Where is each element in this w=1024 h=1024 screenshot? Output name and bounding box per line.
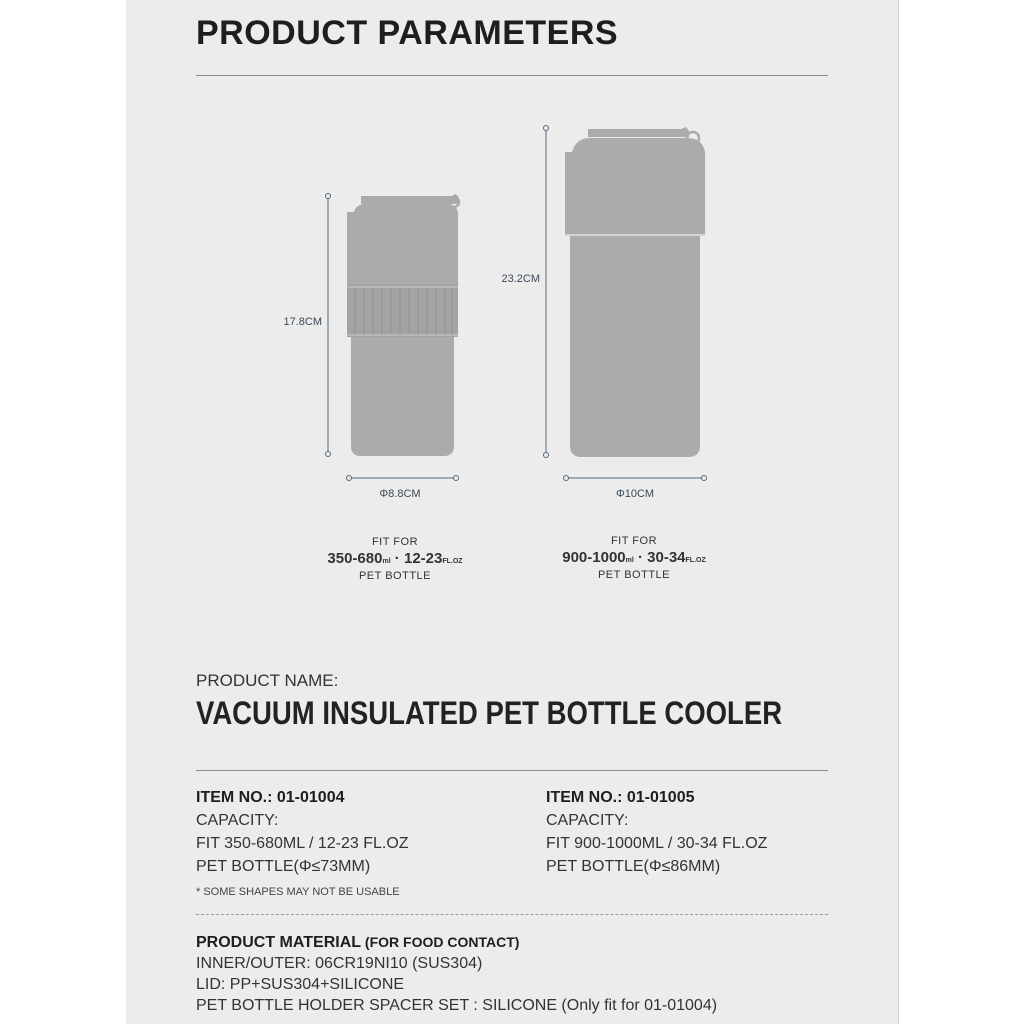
item-number: ITEM NO.: 01-01004 — [196, 789, 345, 806]
capacity-pet: PET BOTTLE(Φ≤86MM) — [546, 858, 721, 875]
material-line: INNER/OUTER: 06CR19NI10 (SUS304) — [196, 955, 483, 972]
fit-for-label: FIT FOR — [610, 535, 658, 547]
small-width-dimension — [347, 476, 459, 481]
item-spec-01005 — [546, 786, 767, 878]
product-material — [196, 932, 717, 1016]
fit-for-label: FIT FOR — [371, 536, 419, 548]
capacity-label: CAPACITY: — [196, 812, 279, 829]
small-fit-info — [295, 536, 495, 582]
capacity-fit: FIT 900-1000ML / 30-34 FL.OZ — [546, 835, 768, 852]
fit-capacity: 900-1000ml · 30-34FL.OZ — [562, 549, 706, 566]
material-line: PET BOTTLE HOLDER SPACER SET : SILICONE (Only fit for 01-01004) — [196, 997, 718, 1014]
item-number: ITEM NO.: 01-01005 — [546, 789, 695, 806]
section-divider — [196, 770, 828, 771]
large-fit-info — [534, 535, 734, 581]
bottle-diagram — [126, 0, 898, 520]
material-line: LID: PP+SUS304+SILICONE — [196, 976, 405, 993]
large-height-dimension — [544, 126, 549, 458]
small-height-label: 17.8CM — [283, 316, 322, 328]
product-name-label: PRODUCT NAME: — [196, 671, 339, 690]
product-sheet — [126, 0, 899, 1024]
small-bottle-illustration — [347, 194, 459, 456]
large-width-dimension — [564, 476, 707, 481]
capacity-pet: PET BOTTLE(Φ≤73MM) — [196, 858, 371, 875]
large-height-label: 23.2CM — [501, 273, 540, 285]
dashed-divider — [196, 914, 828, 915]
capacity-label: CAPACITY: — [546, 812, 629, 829]
capacity-fit: FIT 350-680ML / 12-23 FL.OZ — [196, 835, 409, 852]
fit-capacity: 350-680ml · 12-23FL.OZ — [327, 550, 463, 567]
usage-note: * SOME SHAPES MAY NOT BE USABLE — [196, 886, 400, 898]
small-diameter-label: Φ8.8CM — [379, 488, 421, 500]
page-title: PRODUCT PARAMETERS — [196, 14, 619, 52]
product-name: VACUUM INSULATED PET BOTTLE COOLER — [196, 695, 783, 731]
material-title: PRODUCT MATERIAL (FOR FOOD CONTACT) — [196, 934, 520, 951]
pet-bottle-label: PET BOTTLE — [597, 569, 671, 581]
large-diameter-label: Φ10CM — [615, 488, 655, 500]
item-spec-01004 — [196, 786, 409, 878]
large-bottle-illustration — [565, 127, 705, 457]
pet-bottle-label: PET BOTTLE — [358, 570, 432, 582]
small-height-dimension — [326, 194, 331, 457]
